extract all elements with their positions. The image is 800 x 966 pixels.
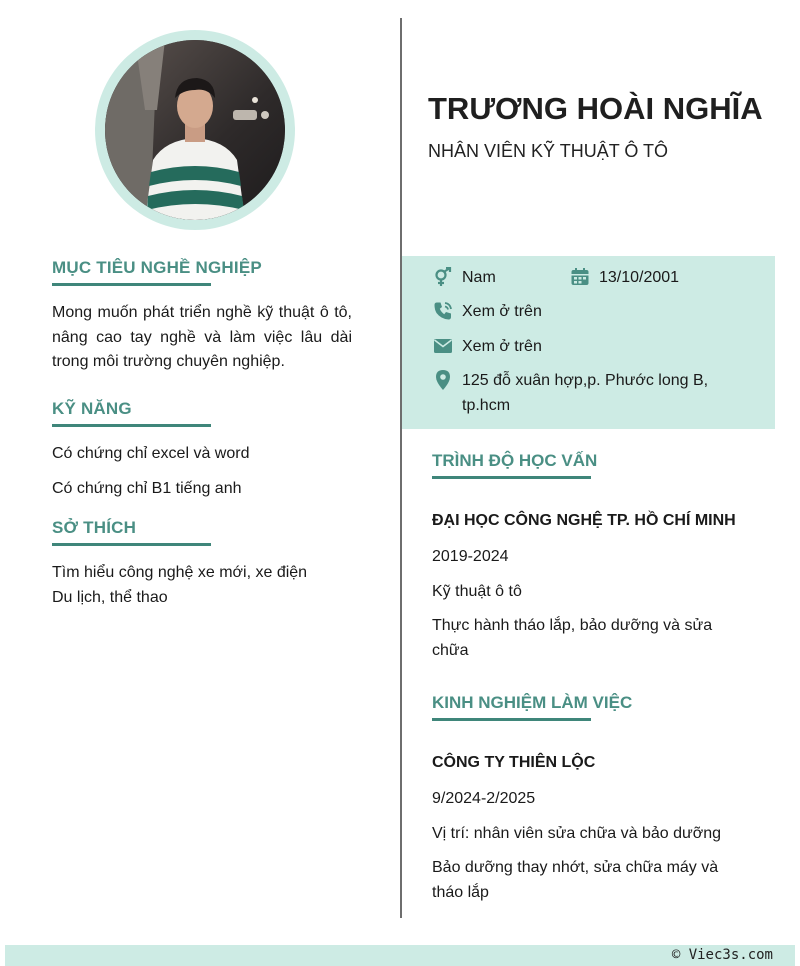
experience-position: Vị trí: nhân viên sửa chữa và bảo dưỡng — [432, 824, 722, 842]
education-description-line-2: chữa — [432, 641, 469, 659]
phone-value: Xem ở trên — [462, 303, 542, 320]
job-title: NHÂN VIÊN KỸ THUẬT Ô TÔ — [428, 141, 669, 161]
skills-heading: KỸ NĂNG — [52, 398, 132, 418]
address-line-1: 125 đỗ xuân hợp,p. Phước long B, — [462, 372, 709, 389]
experience-heading-rule — [432, 718, 591, 721]
avatar-photo — [105, 40, 285, 220]
hobbies-section — [52, 518, 352, 610]
company-name: CÔNG TY THIÊN LỘC — [432, 754, 596, 771]
address-value — [462, 369, 708, 418]
education-major: Kỹ thuật ô tô — [432, 582, 522, 600]
avatar-frame — [95, 30, 295, 230]
skills-section — [52, 399, 352, 502]
skills-heading-rule — [52, 424, 211, 427]
school-name: ĐẠI HỌC CÔNG NGHỆ TP. HỒ CHÍ MINH — [432, 512, 736, 529]
education-description — [432, 614, 752, 663]
email-row — [432, 335, 542, 360]
education-heading-rule — [432, 476, 591, 479]
objective-heading: MỤC TIÊU NGHỀ NGHIỆP — [52, 258, 262, 277]
hobbies-heading: SỞ THÍCH — [52, 518, 137, 537]
gender-value: Nam — [462, 269, 496, 286]
envelope-icon — [432, 335, 454, 357]
skill-item: Có chứng chỉ excel và word — [52, 444, 250, 462]
email-value: Xem ở trên — [462, 338, 542, 355]
hobbies-heading-rule — [52, 543, 211, 546]
education-description-line-1: Thực hành tháo lắp, bảo dưỡng và sửa — [432, 617, 713, 634]
contact-panel — [402, 256, 775, 429]
calendar-icon — [569, 266, 591, 288]
education-section — [432, 451, 752, 663]
experience-heading: KINH NGHIỆM LÀM VIỆC — [432, 693, 633, 712]
birthdate-value: 13/10/2001 — [599, 269, 680, 286]
left-column — [52, 258, 352, 610]
education-heading: TRÌNH ĐỘ HỌC VẤN — [432, 451, 598, 470]
footer-credit[interactable]: © Viec3s.com — [671, 947, 773, 963]
footer-bar — [5, 945, 795, 966]
experience-section — [432, 693, 752, 905]
experience-description — [432, 856, 752, 905]
hobby-item: Du lịch, thể thao — [52, 588, 168, 606]
gender-icon — [432, 266, 454, 288]
skill-item: Có chứng chỉ B1 tiếng anh — [52, 479, 242, 497]
location-pin-icon — [432, 369, 454, 391]
objective-section — [52, 258, 352, 375]
birthdate-row — [569, 266, 679, 291]
experience-description-line-2: tháo lắp — [432, 883, 489, 901]
address-line-2: tp.hcm — [462, 396, 511, 414]
column-divider — [400, 18, 402, 918]
hobby-item: Tìm hiểu công nghệ xe mới, xe điện — [52, 564, 308, 581]
experience-period: 9/2024-2/2025 — [432, 790, 536, 807]
phone-icon — [432, 300, 454, 322]
avatar — [105, 40, 285, 220]
experience-description-line-1: Bảo dưỡng thay nhớt, sửa chữa máy và — [432, 859, 719, 876]
objective-text: Mong muốn phát triển nghề kỹ thuật ô tô, nâng cao tay nghề và làm việc lâu dài trong môi trường chuyên nghiệp. — [52, 304, 352, 370]
phone-row — [432, 300, 542, 325]
gender-row — [432, 266, 496, 291]
address-row — [432, 369, 708, 418]
objective-heading-rule — [52, 283, 211, 286]
education-period: 2019-2024 — [432, 548, 509, 565]
candidate-name: TRƯƠNG HOÀI NGHĨA — [428, 91, 763, 126]
